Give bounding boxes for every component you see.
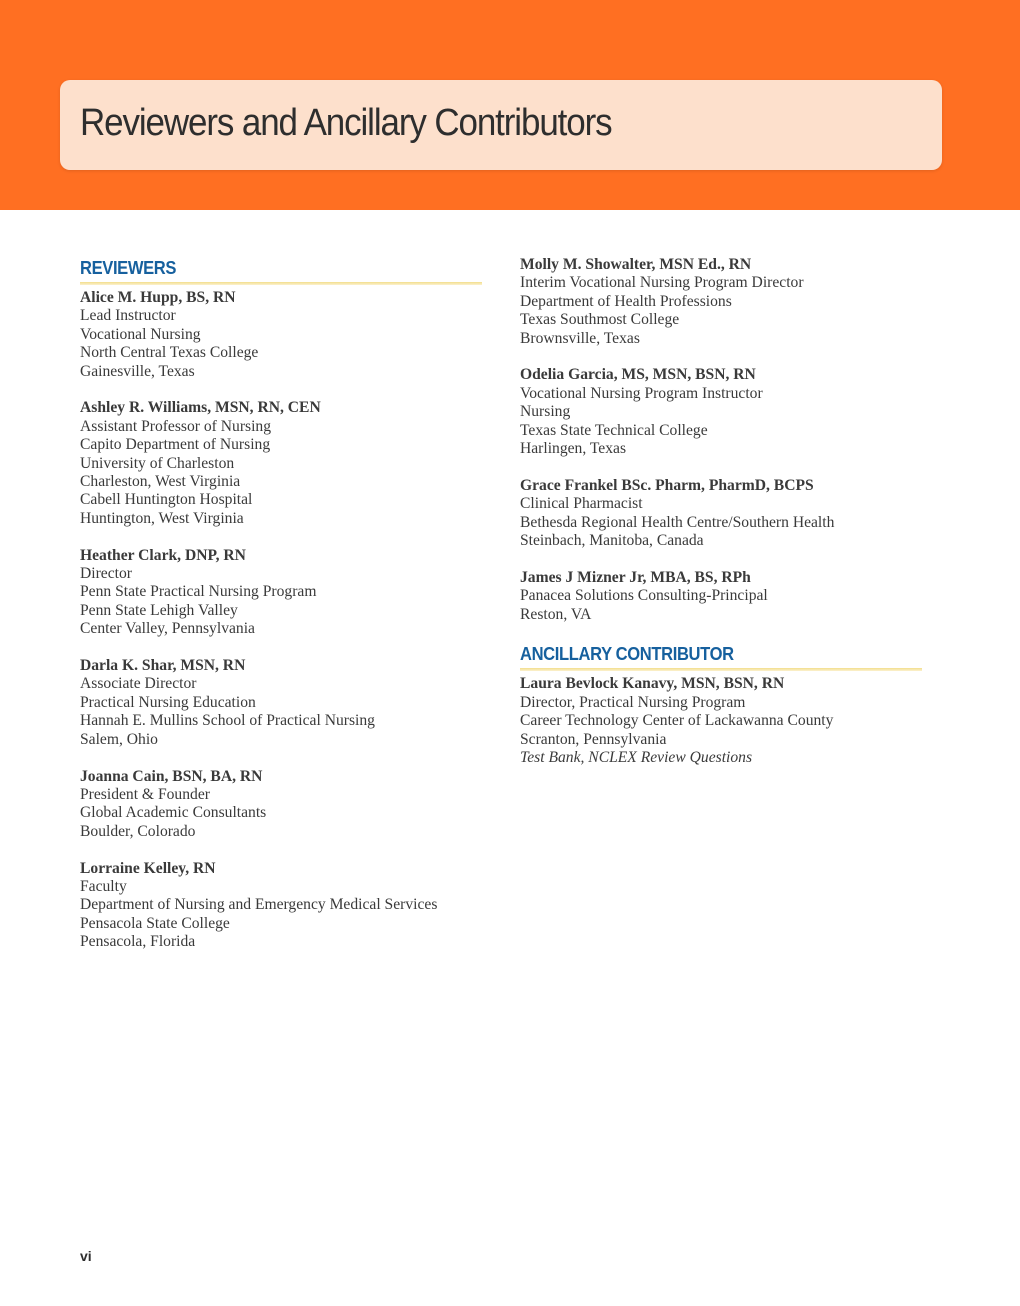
contributor-line: Scranton, Pennsylvania [520, 730, 667, 748]
reviewer-line: Cabell Huntington Hospital [80, 491, 253, 509]
reviewer-entry [520, 256, 922, 348]
reviewer-line: Hannah E. Mullins School of Practical Nursing [80, 712, 375, 730]
reviewer-line: Salem, Ohio [80, 730, 158, 748]
reviewer-line: Department of Nursing and Emergency Medical Services [80, 896, 438, 914]
reviewer-line: Department of Health Professions [520, 292, 732, 310]
reviewer-line: Associate Director [80, 675, 197, 693]
reviewer-line: Faculty [80, 877, 127, 895]
reviewer-entry [80, 657, 482, 749]
reviewer-line: Assistant Professor of Nursing [80, 417, 272, 435]
reviewer-entry [520, 477, 922, 551]
reviewers-heading-rule [80, 282, 482, 285]
reviewer-entry [80, 547, 482, 639]
reviewers-list-right [520, 256, 922, 624]
reviewer-line: Clinical Pharmacist [520, 495, 643, 513]
reviewers-heading: REVIEWERS [80, 258, 177, 278]
reviewer-name: Joanna Cain, BSN, BA, RN [80, 767, 263, 785]
reviewer-line: Pensacola, Florida [80, 933, 196, 951]
reviewer-line: Bethesda Regional Health Centre/Southern Health [520, 513, 835, 531]
reviewer-line: Penn State Practical Nursing Program [80, 583, 317, 601]
reviewer-name: Grace Frankel BSc. Pharm, PharmD, BCPS [520, 476, 814, 494]
right-column [520, 256, 922, 786]
reviewer-line: Steinbach, Manitoba, Canada [520, 532, 704, 550]
reviewer-entry [80, 768, 482, 842]
reviewer-line: Texas State Technical College [520, 421, 708, 439]
reviewer-name: Odelia Garcia, MS, MSN, BSN, RN [520, 366, 756, 384]
reviewer-entry [520, 366, 922, 458]
reviewer-entry [80, 860, 482, 952]
reviewer-name: James J Mizner Jr, MBA, BS, RPh [520, 568, 751, 586]
reviewer-line: Brownsville, Texas [520, 329, 640, 347]
reviewer-line: Gainesville, Texas [80, 362, 195, 380]
reviewer-line: Global Academic Consultants [80, 804, 267, 822]
reviewer-line: Capito Department of Nursing [80, 436, 271, 454]
reviewer-line: Panacea Solutions Consulting-Principal [520, 587, 768, 605]
reviewer-line: Vocational Nursing Program Instructor [520, 384, 763, 402]
contributor-line: Career Technology Center of Lackawanna County [520, 712, 834, 730]
reviewer-line: Penn State Lehigh Valley [80, 601, 238, 619]
reviewer-line: Lead Instructor [80, 307, 176, 325]
reviewer-name: Lorraine Kelley, RN [80, 859, 216, 877]
reviewer-name: Darla K. Shar, MSN, RN [80, 657, 246, 675]
reviewer-line: President & Founder [80, 785, 210, 803]
reviewer-name: Heather Clark, DNP, RN [80, 546, 246, 564]
left-column [80, 256, 482, 970]
reviewer-line: Center Valley, Pennsylvania [80, 620, 255, 638]
reviewer-line: Texas Southmost College [520, 311, 680, 329]
reviewer-line: Vocational Nursing [80, 325, 201, 343]
ancillary-heading-rule [520, 668, 922, 671]
reviewer-line: Practical Nursing Education [80, 693, 256, 711]
reviewer-line: Reston, VA [520, 605, 592, 623]
contributor-name: Laura Bevlock Kanavy, MSN, BSN, RN [520, 675, 785, 693]
header-banner [0, 0, 1020, 210]
page-title: Reviewers and Ancillary Contributors [80, 102, 612, 144]
reviewer-name: Molly M. Showalter, MSN Ed., RN [520, 256, 752, 273]
reviewer-line: Nursing [520, 403, 571, 421]
reviewer-line: Interim Vocational Nursing Program Director [520, 274, 804, 292]
reviewer-name: Alice M. Hupp, BS, RN [80, 289, 236, 306]
reviewer-name: Ashley R. Williams, MSN, RN, CEN [80, 399, 321, 417]
reviewer-line: Harlingen, Texas [520, 440, 627, 458]
ancillary-entry [520, 675, 922, 767]
reviewer-line: Huntington, West Virginia [80, 509, 244, 527]
reviewer-entry [80, 289, 482, 381]
reviewer-line: Boulder, Colorado [80, 822, 196, 840]
reviewer-line: Director [80, 565, 132, 583]
reviewer-entry [80, 399, 482, 528]
reviewer-line: Pensacola State College [80, 914, 230, 932]
reviewer-line: Charleston, West Virginia [80, 473, 241, 491]
page-number: vi [80, 1248, 92, 1264]
reviewer-entry [520, 569, 922, 624]
reviewer-line: North Central Texas College [80, 344, 259, 362]
reviewers-list-left [80, 289, 482, 952]
contributor-role: Test Bank, NCLEX Review Questions [520, 749, 753, 767]
contributor-line: Director, Practical Nursing Program [520, 693, 746, 711]
title-box [60, 80, 942, 170]
reviewer-line: University of Charleston [80, 454, 235, 472]
ancillary-heading: ANCILLARY CONTRIBUTOR [520, 644, 734, 665]
